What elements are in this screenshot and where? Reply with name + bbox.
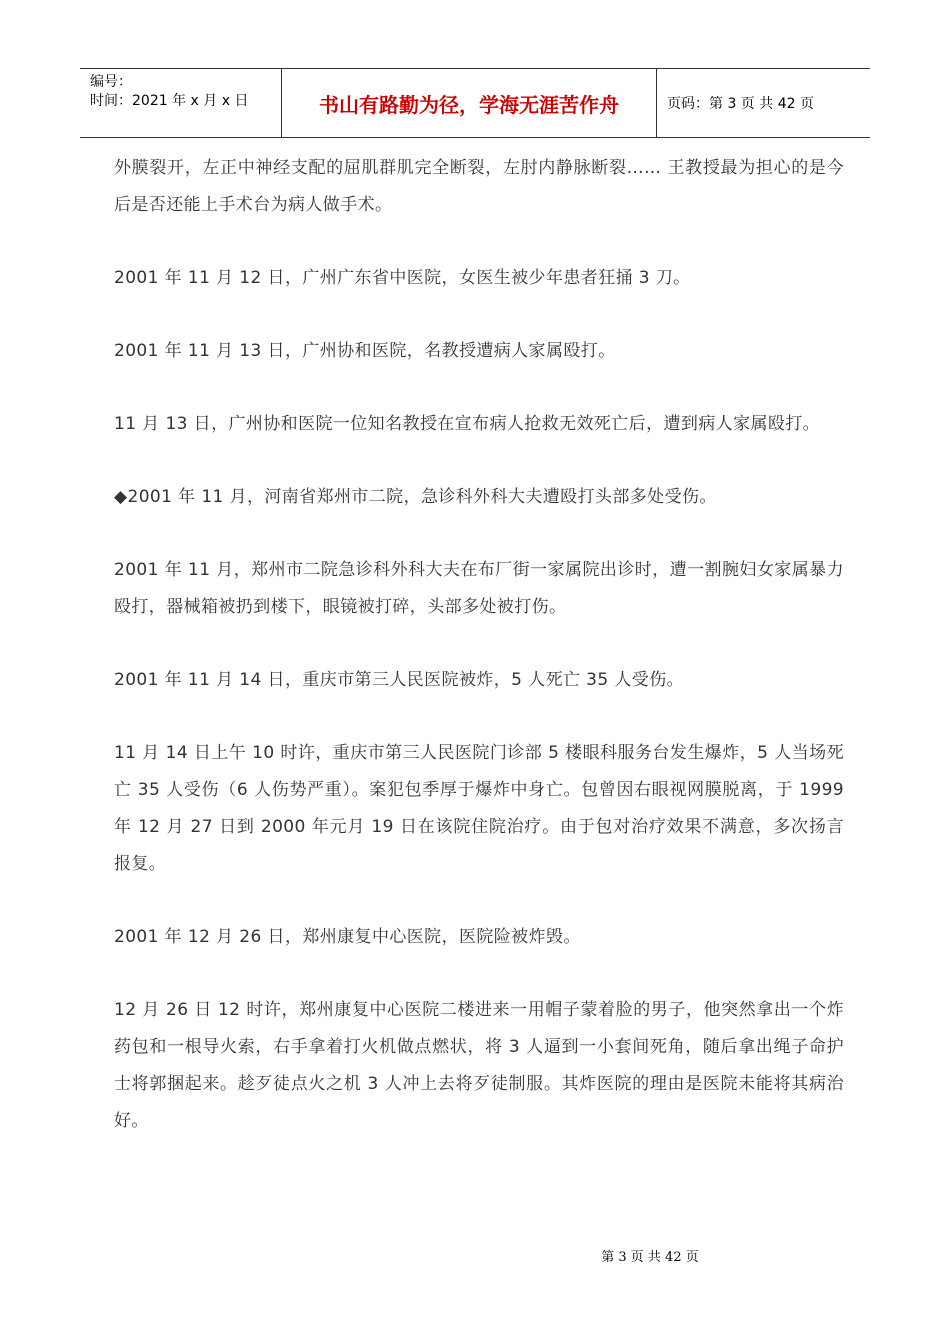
header-meta — [80, 69, 282, 137]
paragraph: 2001 年 11 月 13 日，广州协和医院，名教授遭病人家属殴打。 — [114, 341, 616, 361]
paragraph: 12 月 26 日 12 时许，郑州康复中心医院二楼进来一用帽子蒙着脸的男子，他突然拿出一个炸药包和一根导火索，右手拿着打火机做点燃状，将 3 人逼到一小套间死角，随后拿出绳子命护士将郭捆起来。趁歹徒点火之机 3 人冲上去将歹徒制服。其炸医院的理由是医院未能将其病治好。 — [114, 1000, 844, 1131]
paragraph: 外膜裂开，左正中神经支配的屈肌群肌完全断裂，左肘内静脉断裂…… 王教授最为担心的是今后是否还能上手术台为病人做手术。 — [114, 158, 844, 215]
number-label: 编号： — [90, 74, 132, 90]
paragraph: ◆2001 年 11 月，河南省郑州市二院，急诊科外科大夫遭殴打头部多处受伤。 — [114, 487, 717, 507]
paragraph: 2001 年 11 月 12 日，广州广东省中医院，女医生被少年患者狂捅 3 刀。 — [114, 268, 691, 288]
paragraph: 11 月 14 日上午 10 时许，重庆市第三人民医院门诊部 5 楼眼科服务台发生爆炸，5 人当场死亡 35 人受伤（6 人伤势严重）。案犯包季厚于爆炸中身亡。包曾因右眼视网膜脱离，于 1999 年 12 月 27 日到 2000 年元月 19 日在该院住院治疗。由于包对治疗效果不满意，多次扬言报复。 — [114, 743, 844, 874]
header-motto: 书山有路勤为径，学海无涯苦作舟 — [282, 69, 657, 137]
page-header — [80, 68, 870, 138]
page-footer: 第 3 页 共 42 页 — [601, 1250, 699, 1265]
paragraph: 11 月 13 日，广州协和医院一位知名教授在宣布病人抢救无效死亡后，遭到病人家属殴打。 — [114, 414, 821, 434]
paragraph: 2001 年 11 月 14 日，重庆市第三人民医院被炸，5 人死亡 35 人受伤。 — [114, 670, 685, 690]
paragraph: 2001 年 12 月 26 日，郑州康复中心医院，医院险被炸毁。 — [114, 927, 581, 947]
header-page-info: 页码：第 3 页 共 42 页 — [667, 96, 814, 112]
time-label: 时间：2021 年 x 月 x 日 — [90, 93, 249, 109]
paragraph: 2001 年 11 月，郑州市二院急诊科外科大夫在布厂街一家属院出诊时，遭一割腕妇女家属暴力殴打，器械箱被扔到楼下，眼镜被打碎，头部多处被打伤。 — [114, 560, 844, 617]
document-body — [114, 150, 844, 1176]
